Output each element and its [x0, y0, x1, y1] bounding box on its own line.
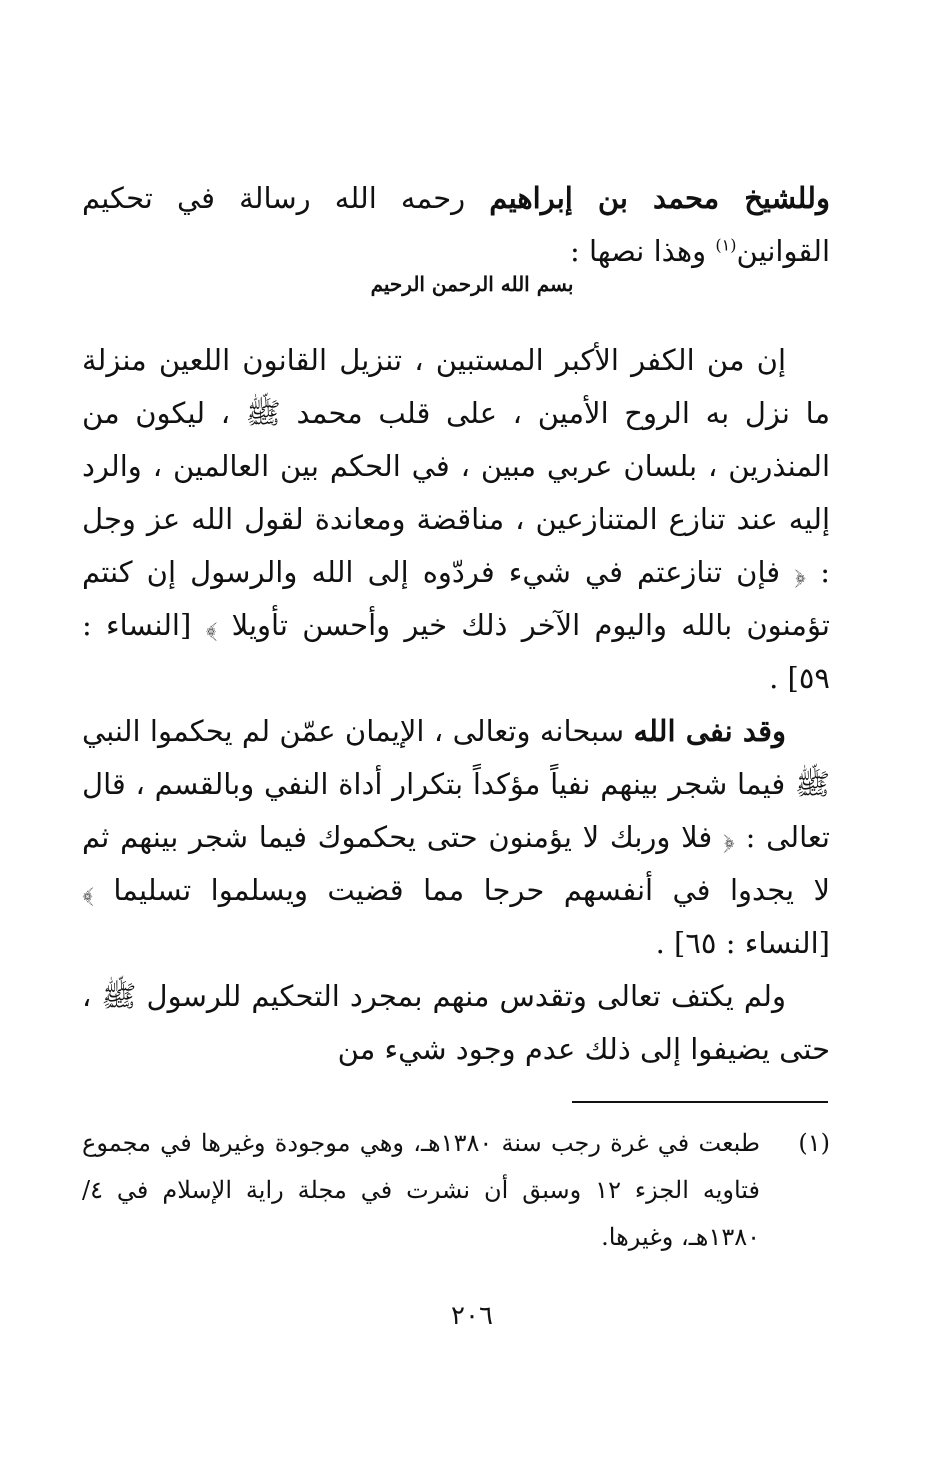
- footnote-divider: [572, 1101, 828, 1103]
- main-body: [82, 334, 830, 1076]
- page-number: ٢٠٦: [451, 1301, 493, 1331]
- footnote: [82, 1120, 830, 1261]
- paragraph-3: ولم يكتف تعالى وتقدس منهم بمجرد التحكيم للرسول ﷺ ، حتى يضيفوا إلى ذلك عدم وجود شيء من: [82, 979, 830, 1066]
- footnote-text: طبعت في غرة رجب سنة ١٣٨٠هـ، وهي موجودة وغيرها في مجموع فتاويه الجزء ١٢ وسبق أن نشرت في مجلة راية الإسلام في ٤/ ١٣٨٠هـ، وغيرها.: [82, 1129, 760, 1251]
- intro-end: وهذا نصها :: [569, 234, 716, 268]
- paragraph-2-text: سبحانه وتعالى ، الإيمان عمّن لم يحكموا النبي ﷺ فيما شجر بينهم نفياً مؤكداً بتكرار أداة النفي وبالقسم ، قال تعالى : ﴿ فلا وربك لا يؤمنون حتى يحكموك فيما شجر بينهم ثم لا يجدوا في أنفسهم حرجا مما قضيت ويسلموا تسليما ﴾ [النساء : ٦٥] .: [82, 714, 830, 960]
- paragraph-2: [82, 705, 830, 970]
- paragraph-1: إن من الكفر الأكبر المستبين ، تنزيل القانون اللعين منزلة ما نزل به الروح الأمين ، على قلب محمد ﷺ ، ليكون من المنذرين ، بلسان عربي مبين ، في الحكم بين العالمين ، والرد إليه عند تنازع المتنازعين ، مناقضة ومعاندة لقول الله عز وجل : ﴿ فإن تنازعتم في شيء فردّوه إلى الله والرسول إن كنتم تؤمنون بالله واليوم الآخر ذلك خير وأحسن تأويلا ﴾ [النساء : ٥٩] .: [82, 343, 830, 695]
- footnote-number: (١): [798, 1129, 830, 1157]
- intro-paragraph: [82, 172, 830, 278]
- basmala-heading: بسم الله الرحمن الرحيم: [370, 272, 574, 296]
- intro-bold-lead: وللشيخ محمد بن إبراهيم: [489, 181, 830, 215]
- intro-text: رحمه الله رسالة في تحكيم القوانين: [82, 181, 830, 268]
- footnote-reference[interactable]: (١): [715, 235, 737, 255]
- paragraph-2-bold-lead: وقد نفى الله: [633, 714, 786, 748]
